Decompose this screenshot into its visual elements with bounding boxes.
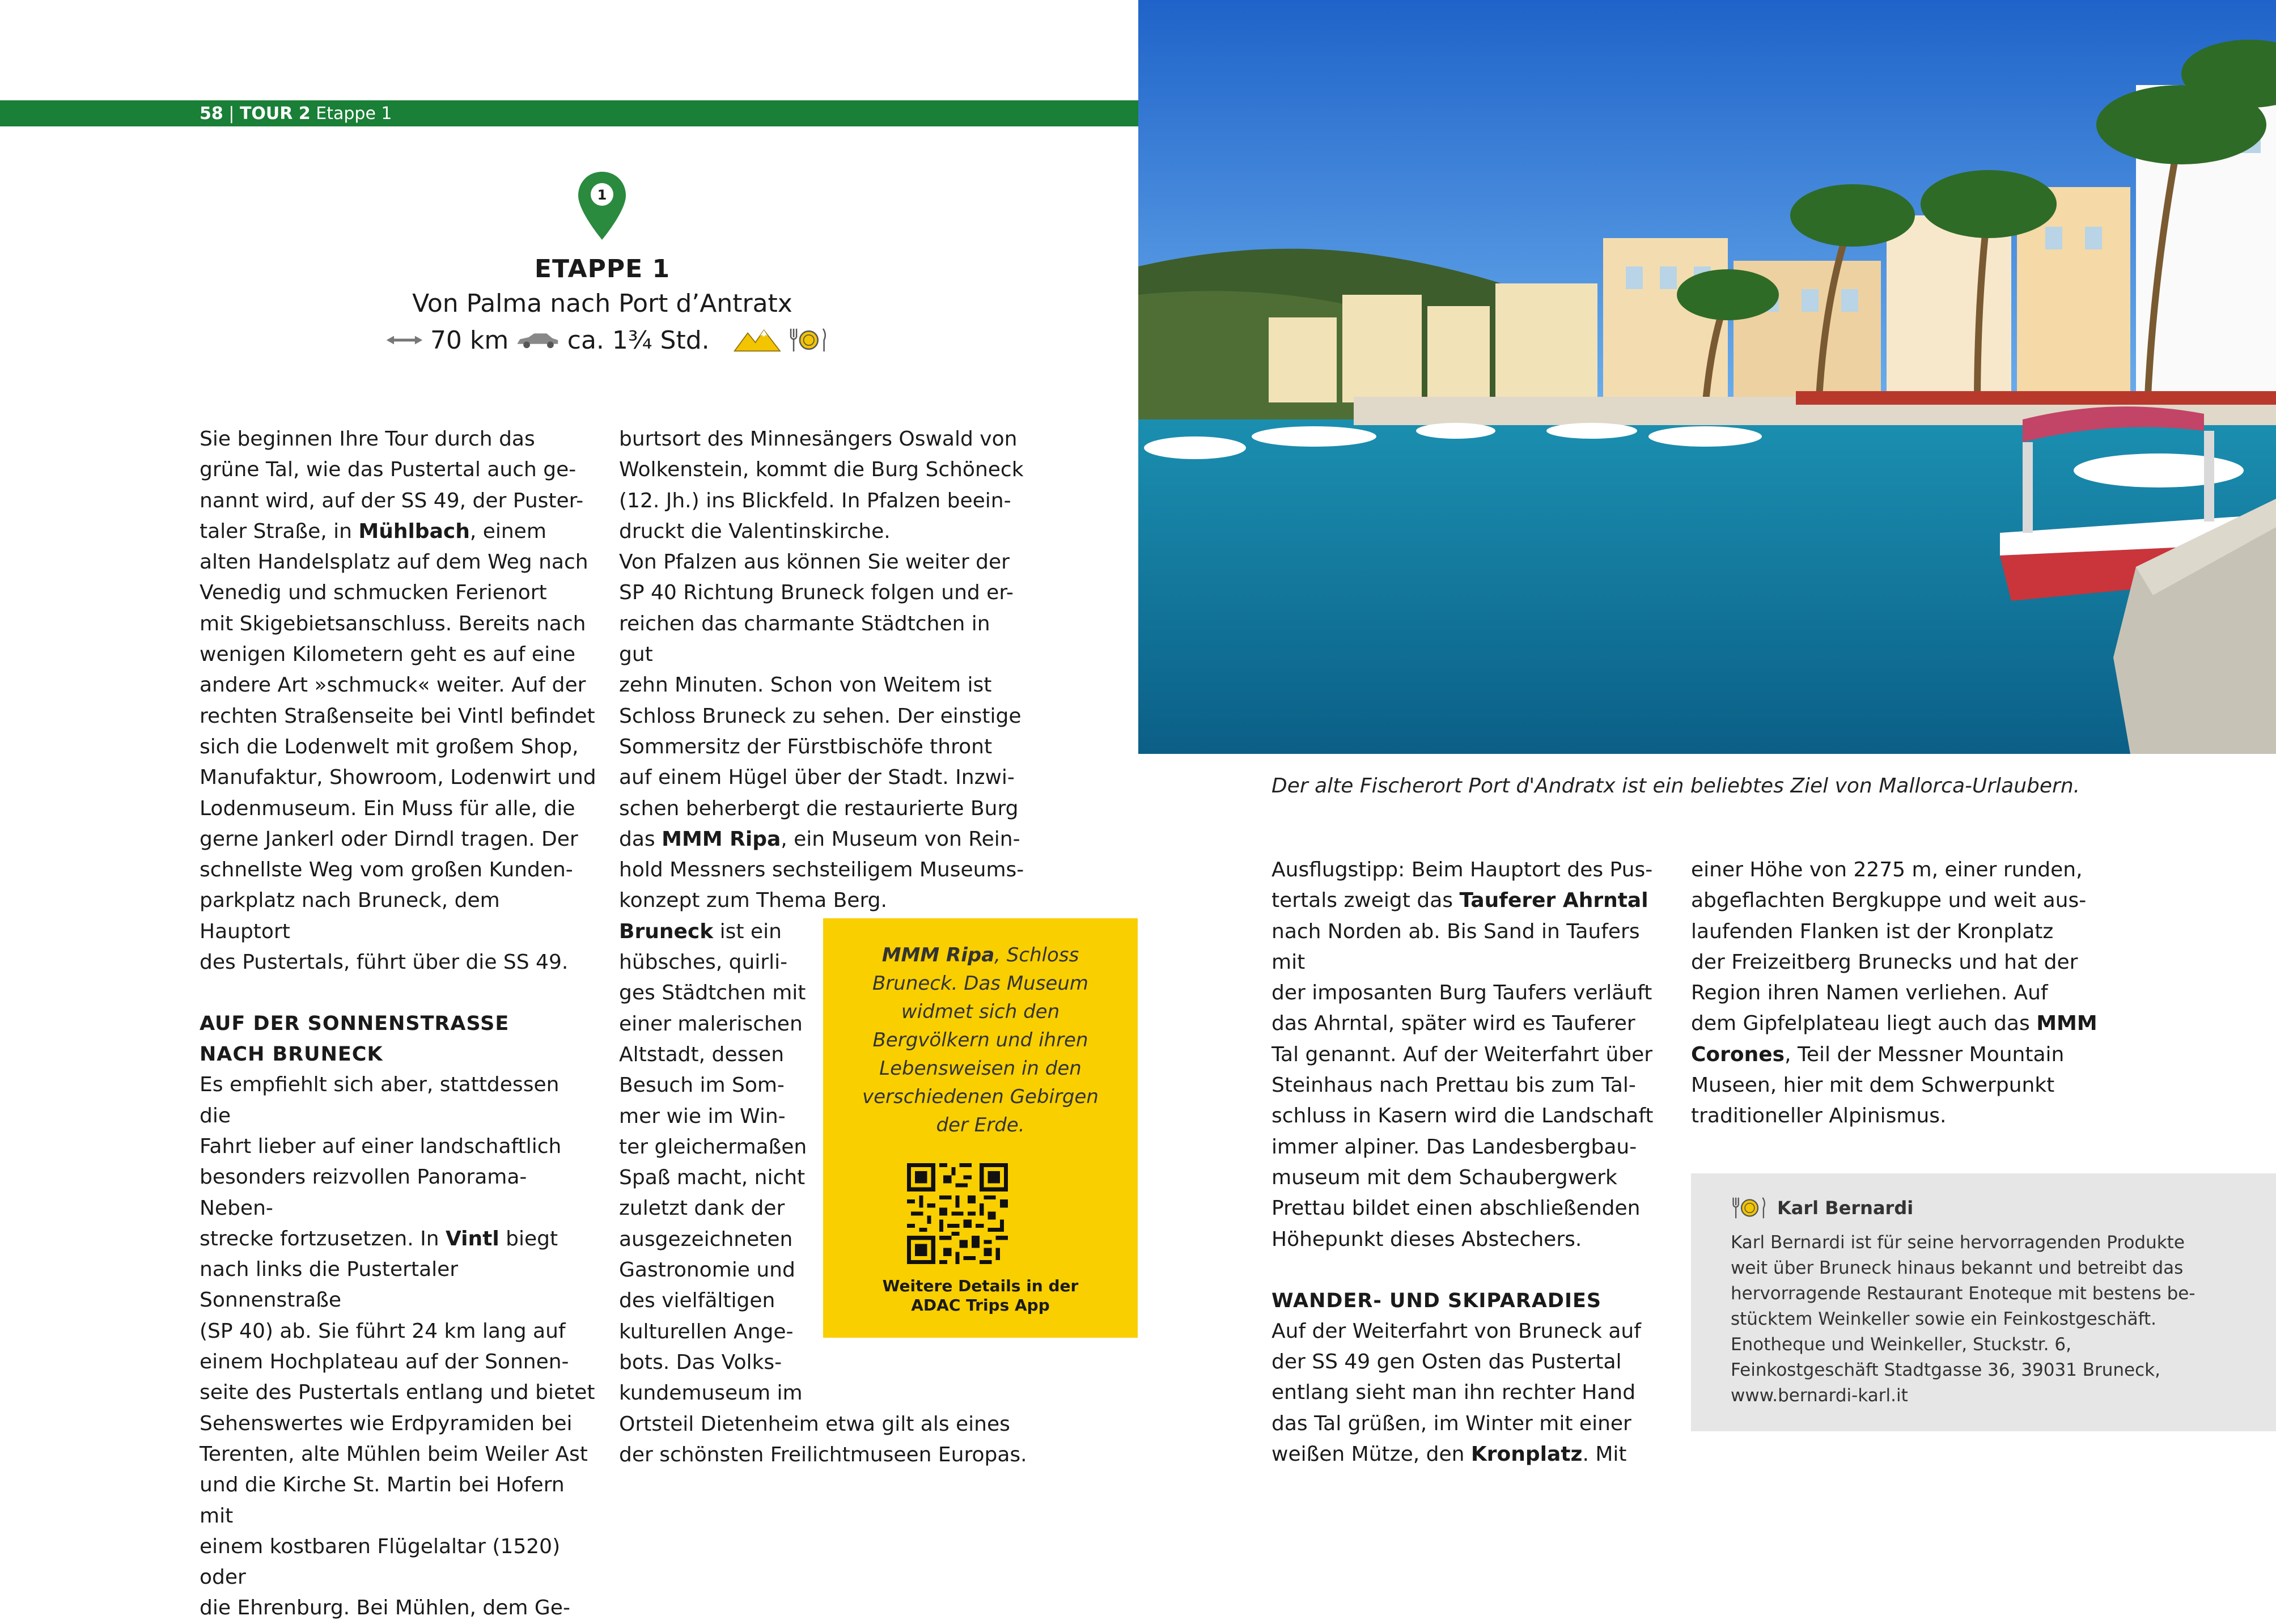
- pfalzen-paragraph: burtsort des Minnesängers Oswald von Wolkenstein, kommt die Burg Schöneck (12. Jh.) ins Blickfeld. In Pfalzen beein- druckt die Valentinskirche. Von Pfalzen aus können Sie weiter der SP 40 Richtung Bruneck folgen und er- reichen das charmante Städtchen in gut zehn Minuten. Schon von Weitem ist Schloss Bruneck zu sehen. Der einstige Sommersitz der Fürstbischöfe thront auf einem Hügel über der Stadt. Inzwi- schen beherbergt die restaurierte Burg das MMM Ripa, ein Museum von Rein- hold Messners sechsteiligem Museums- konzept zum Thema Berg.: [619, 427, 1024, 913]
- stage-route: Von Palma nach Port d’Antratx: [412, 289, 792, 318]
- text-column-3: [1271, 855, 1668, 1470]
- tip-body: Karl Bernardi ist für seine hervorragenden Produkte weit über Bruneck hinaus bekannt und betreibt das hervorragende Restaurant Enoteque mit bestens be- stücktem Weinkeller sowie ein Feinkostgeschäft. Enotheque und Weinkeller, Stuckstr. 6, Feinkostgeschäft Stadtgasse 36, 39031 Bruneck, www.bernardi-karl.it: [1731, 1232, 2196, 1406]
- text-column-4: [1691, 855, 2099, 1132]
- tip-title: Karl Bernardi: [1777, 1197, 1914, 1219]
- section-heading-skiparadies: WANDER- UND SKIPARADIES: [1271, 1289, 1602, 1312]
- bruneck-paragraph: Bruneck ist ein hübsches, quirli- ges Städtchen mit einer malerischen Altstadt, dessen Besuch im Som- mer wie im Win- ter gleichermaßen Spaß macht, nicht zuletzt dank der ausgezeichneten Gastronomie und des vielfältigen kulturellen Ange- bots. Das Volks- kundemuseum im: [619, 919, 807, 1405]
- stage-number: 1: [597, 187, 607, 203]
- running-head-separator: |: [228, 104, 235, 124]
- museum-mmm-corones: Corones: [1691, 1042, 1785, 1066]
- volkskundemuseum-paragraph: Ortsteil Dietenheim etwa gilt als eines der schönsten Freilichtmuseen Europas.: [619, 1412, 1027, 1466]
- stage-title: ETAPPE 1: [534, 255, 671, 283]
- distance-value: 70 km: [430, 325, 509, 355]
- header-bar: [0, 100, 1138, 126]
- ahrntal-paragraph: Ausflugstipp: Beim Hauptort des Pus- tertals zweigt das Tauferer Ahrntal nach Norden ab. Bis Sand in Taufers mit der imposanten Burg Taufers verläuft das Ahrntal, später wird es Tauferer Tal genannt. Auf der Weiterfahrt über Steinhaus nach Prettau bis zum Tal- schluss in Kasern wird die Landschaft immer alpiner. Das Landesbergbau- museum mit dem Schaubergwerk Prettau bildet einen abschließenden Höhepunkt dieses Abstechers.: [1271, 858, 1654, 1251]
- map-pin-icon: [574, 169, 630, 243]
- stage-label: Etappe 1: [316, 104, 392, 124]
- place-kronplatz: Kronplatz: [1470, 1443, 1583, 1466]
- restaurant-icon: [788, 324, 828, 356]
- kronplatz-paragraph: Auf der Weiterfahrt von Bruneck auf der SS 49 gen Osten das Pustertal entlang sieht man ihn rechter Hand das Tal grüßen, im Winter mit einer weißen Mütze, den Kronplatz. Mit: [1271, 1319, 1641, 1466]
- running-head: [200, 104, 392, 124]
- corones-paragraph: einer Höhe von 2275 m, einer runden, abgeflachten Bergkuppe und weit aus- laufenden Flanken ist der Kronplatz der Freizeitberg Brunecks und hat der Region ihren Namen verliehen. Auf dem Gipfelplateau liegt auch das MMM Corones, Teil der Messner Mountain Museen, hier mit dem Schwerpunkt traditioneller Alpinismus.: [1691, 858, 2097, 1128]
- museum-info-box: [823, 918, 1138, 1338]
- sonnenstrasse-paragraph: Es empfiehlt sich aber, stattdessen die Fahrt lieber auf einer landschaftlich besonders reizvollen Panorama-Neben- strecke fortzusetzen. In Vintl biegt nach links die Pustertaler Sonnenstraße (SP 40) ab. Sie führt 24 km lang auf einem Hochplateau auf der Sonnen- seite des Pustertals entlang und bietet Sehenswertes wie Erdpyramiden bei Terenten, alte Mühlen beim Weiler Ast und die Kirche St. Martin bei Hofern mit einem kostbaren Flügelaltar (1520) oder die Ehrenburg. Bei Mühlen, dem Ge-: [200, 1073, 595, 1620]
- intro-paragraph: Sie beginnen Ihre Tour durch das grüne Tal, wie das Pustertal auch ge- nannt wird, auf der SS 49, der Puster- taler Straße, in Mühlbach, einem alten Handelsplatz auf dem Weg nach Venedig und schmucken Ferienort mit Skigebietsanschluss. Bereits nach wenigen Kilometern geht es auf eine andere Art »schmuck« weiter. Auf der rechten Straßenseite bei Vintl befindet sich die Lodenwelt mit großem Shop, Manufaktur, Showroom, Lodenwirt und Lodenmuseum. Ein Muss für alle, die gerne Jankerl oder Dirndl tragen. Der schnellste Weg vom großen Kunden- parkplatz nach Bruneck, dem Hauptort des Pustertals, führt über die SS 49.: [200, 427, 596, 974]
- qr-caption: Weitere Details in der ADAC Trips App: [882, 1277, 1079, 1315]
- photo-caption: Der alte Fischerort Port d'Andratx ist ein beliebtes Ziel von Mallorca-Urlaubern.: [1271, 774, 2080, 798]
- stage-stats: [385, 320, 828, 360]
- distance-icon: [385, 332, 423, 349]
- section-heading-sonnenstrasse: AUF DER SONNENSTRASSE NACH BRUNECK: [200, 1012, 510, 1066]
- page-number: 58: [200, 104, 223, 124]
- mountains-icon: [734, 326, 781, 354]
- place-muehlbach: Mühlbach: [358, 519, 470, 543]
- tip-header: [1731, 1194, 1913, 1222]
- duration-value: ca. 1¾ Std.: [567, 325, 710, 355]
- qr-code[interactable]: [907, 1163, 1008, 1264]
- car-icon: [515, 330, 561, 350]
- place-vintl: Vintl: [445, 1227, 499, 1250]
- harbour-photo: [1138, 0, 2276, 754]
- place-bruneck: Bruneck: [619, 919, 714, 943]
- museum-mmm-ripa: MMM Ripa: [662, 827, 781, 851]
- place-tauferer-ahrntal: Tauferer Ahrntal: [1459, 889, 1648, 913]
- tour-label: TOUR 2: [239, 104, 311, 124]
- tip-website[interactable]: www.bernardi-karl.it: [1731, 1385, 1908, 1406]
- text-column-1: [200, 424, 596, 1624]
- restaurant-tip-box: [1691, 1173, 2276, 1431]
- restaurant-icon: [1731, 1195, 1767, 1220]
- museum-info-text: MMM Ripa, Schloss Bruneck. Das Museum widmet sich den Bergvölkern und ihren Lebensweisen in den verschiedenen Gebirgen der Erde.: [862, 944, 1099, 1137]
